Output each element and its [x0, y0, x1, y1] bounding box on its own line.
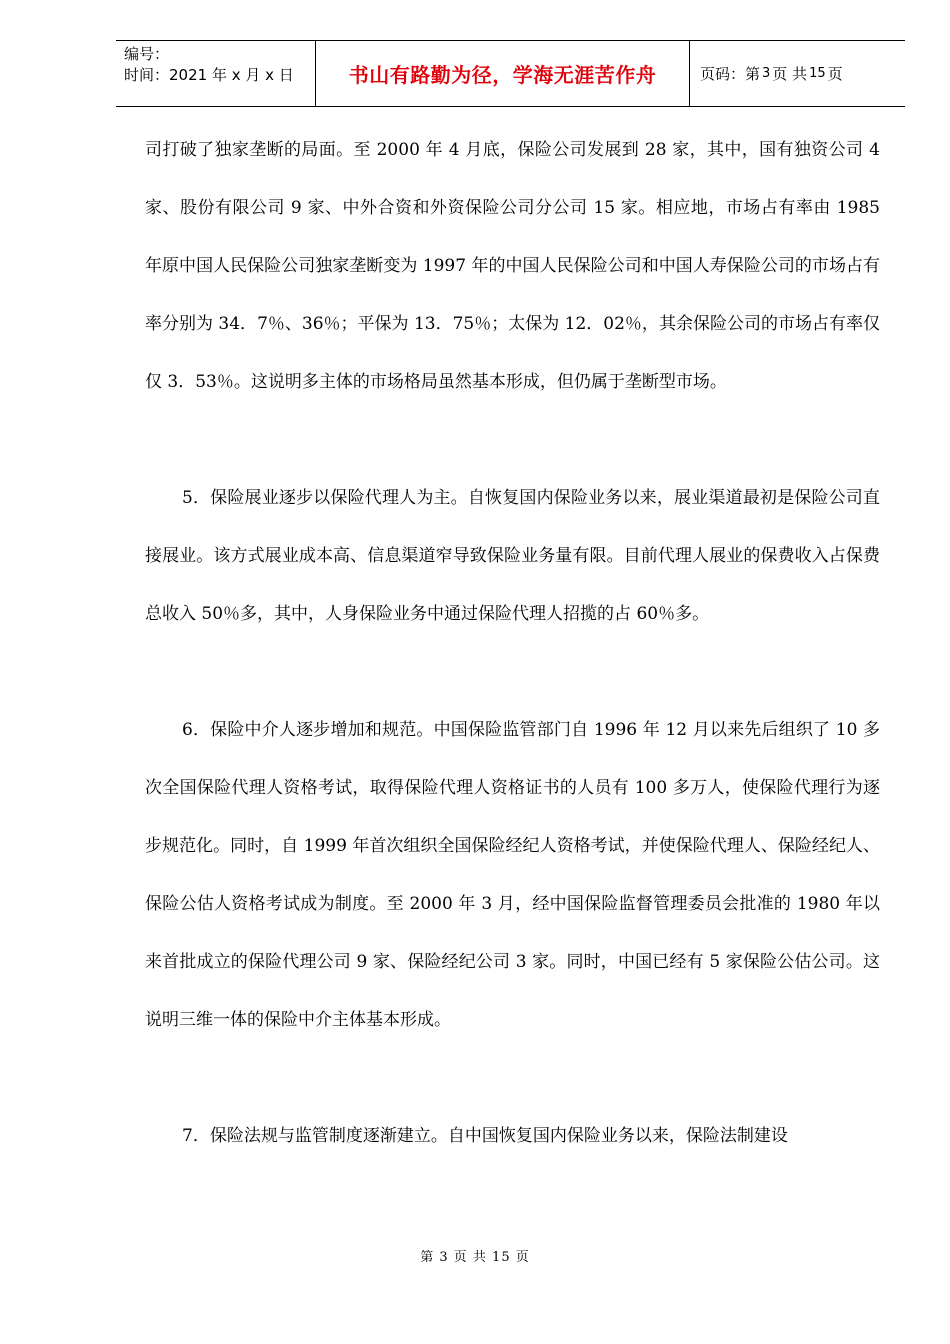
header-motto: 书山有路勤为径，学海无涯苦作舟 [316, 41, 690, 106]
paragraph-item-7: 7．保险法规与监管制度逐渐建立。自中国恢复国内保险业务以来，保险法制建设 [182, 1126, 788, 1146]
page-footer: 第 3 页 共 15 页 [420, 1250, 530, 1265]
page-header [116, 40, 905, 107]
document-time-label: 时间：2021 年 x 月 x 日 [124, 66, 294, 84]
page-prefix: 页码：第 [700, 65, 761, 83]
document-number-label: 编号： [124, 45, 170, 63]
paragraph-item-6: 6．保险中介人逐步增加和规范。中国保险监管部门自 1996 年 12 月以来先后组织了 10 多次全国保险代理人资格考试，取得保险代理人资格证书的人员有 100 多万人，使保险代理行为逐步规范化。同时，自 1999 年首次组织全国保险经纪人资格考试，并使保险代理人、保险经纪人、保险公估人资格考试成为制度。至 2000 年 3 月，经中国保险监督管理委员会批准的 1980 年以来首批成立的保险代理公司 9 家、保险经纪公司 3 家。同时，中国已经有 5 家保险公估公司。这说明三维一体的保险中介主体基本形成。 [145, 720, 880, 1030]
paragraph-gap [145, 411, 880, 469]
paragraph-item-5: 5．保险展业逐步以保险代理人为主。自恢复国内保险业务以来，展业渠道最初是保险公司直接展业。该方式展业成本高、信息渠道窄导致保险业务量有限。目前代理人展业的保费收入占保费总收入 50％多，其中，人身保险业务中通过保险代理人招揽的占 60％多。 [145, 488, 880, 624]
page-suffix: 页 [827, 65, 843, 83]
page-current: 3 [762, 66, 771, 81]
page-total: 15 [809, 66, 826, 81]
header-page-info [690, 41, 905, 106]
paragraph-gap [145, 643, 880, 701]
paragraph-market-share: 司打破了独家垄断的局面。至 2000 年 4 月底，保险公司发展到 28 家，其中，国有独资公司 4 家、股份有限公司 9 家、中外合资和外资保险公司分公司 15 家。相应地，市场占有率由 1985 年原中国人民保险公司独家垄断变为 1997 年的中国人民保险公司和中国人寿保险公司的市场占有率分别为 34．7％、36％；平保为 13．75％；太保为 12．02％，其余保险公司的市场占有率仅仅 3．53％。这说明多主体的市场格局虽然基本形成，但仍属于垄断型市场。 [145, 140, 880, 392]
document-body [145, 121, 880, 1165]
page-mid: 页 共 [772, 65, 808, 83]
header-info-cell [116, 41, 316, 106]
paragraph-gap [145, 1049, 880, 1107]
